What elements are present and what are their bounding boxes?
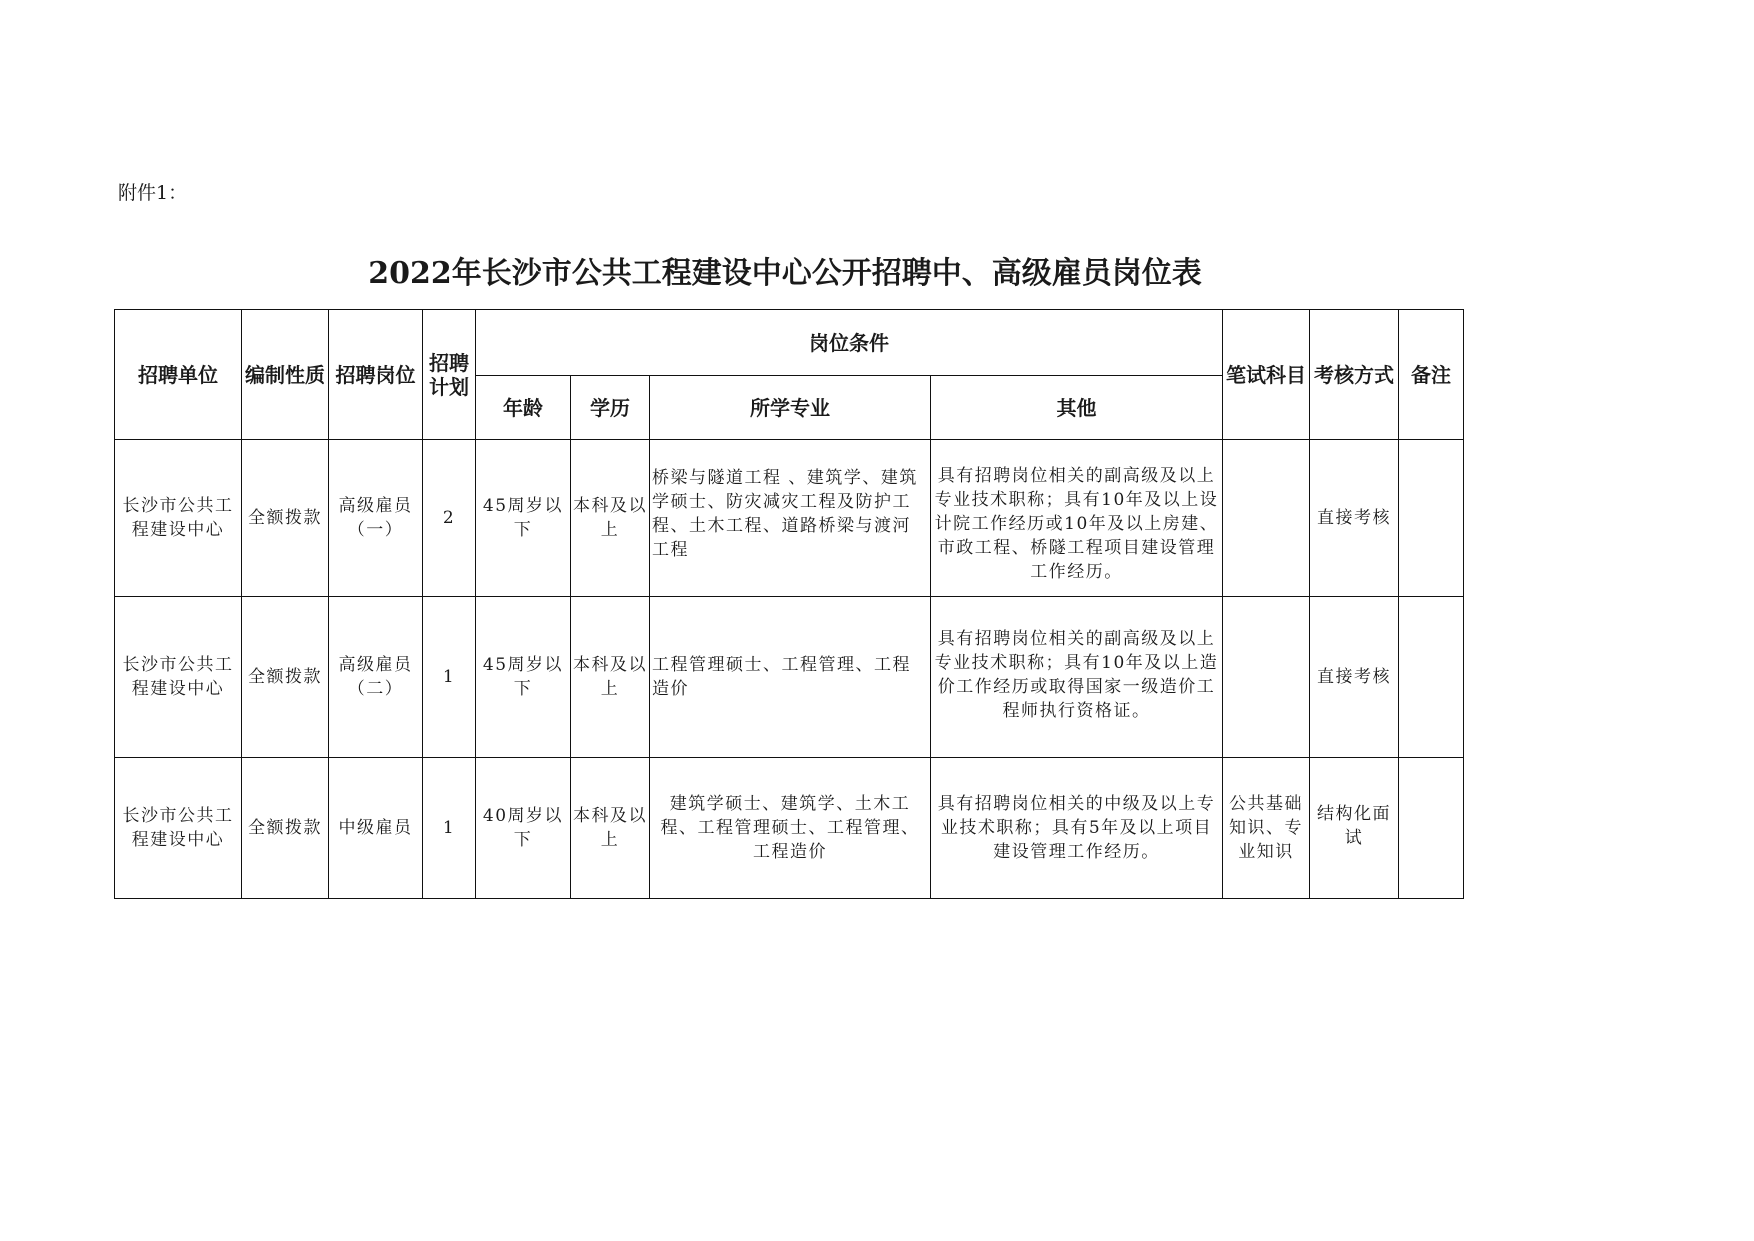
cell-exam: 公共基础知识、专业知识: [1223, 758, 1310, 899]
header-plan: 招聘计划: [423, 310, 476, 440]
header-assessment: 考核方式: [1310, 310, 1399, 440]
cell-age: 45周岁以下: [476, 440, 571, 597]
header-exam: 笔试科目: [1223, 310, 1310, 440]
header-position: 招聘岗位: [329, 310, 423, 440]
header-conditions: 岗位条件: [476, 310, 1223, 376]
cell-exam: [1223, 597, 1310, 758]
cell-age: 40周岁以下: [476, 758, 571, 899]
document-title: 2022年长沙市公共工程建设中心公开招聘中、高级雇员岗位表: [368, 256, 1202, 291]
cell-position: 中级雇员: [329, 758, 423, 899]
header-age: 年龄: [476, 376, 571, 440]
cell-other: 具有招聘岗位相关的中级及以上专业技术职称；具有5年及以上项目建设管理工作经历。: [931, 758, 1223, 899]
table-row: [115, 758, 1464, 899]
header-remarks: 备注: [1399, 310, 1464, 440]
cell-plan: 2: [423, 440, 476, 597]
cell-assessment: 直接考核: [1310, 597, 1399, 758]
recruitment-table: [114, 309, 1464, 899]
cell-staffing: 全额拨款: [242, 758, 329, 899]
table-row: [115, 440, 1464, 597]
cell-major: 桥梁与隧道工程 、建筑学、建筑学硕士、防灾减灾工程及防护工程、土木工程、道路桥梁与渡河工程: [650, 440, 931, 597]
cell-education: 本科及以上: [571, 758, 650, 899]
cell-assessment: 结构化面试: [1310, 758, 1399, 899]
cell-remarks: [1399, 597, 1464, 758]
cell-plan: 1: [423, 758, 476, 899]
cell-staffing: 全额拨款: [242, 597, 329, 758]
attachment-label: 附件1：: [118, 182, 188, 204]
cell-education: 本科及以上: [571, 440, 650, 597]
header-major: 所学专业: [650, 376, 931, 440]
header-staffing: 编制性质: [242, 310, 329, 440]
header-other: 其他: [931, 376, 1223, 440]
cell-other: 具有招聘岗位相关的副高级及以上专业技术职称；具有10年及以上造价工作经历或取得国家一级造价工程师执行资格证。: [931, 597, 1223, 758]
cell-education: 本科及以上: [571, 597, 650, 758]
cell-other: 具有招聘岗位相关的副高级及以上专业技术职称；具有10年及以上设计院工作经历或10年及以上房建、市政工程、桥隧工程项目建设管理工作经历。: [931, 440, 1223, 597]
cell-plan: 1: [423, 597, 476, 758]
cell-staffing: 全额拨款: [242, 440, 329, 597]
header-row-1: [115, 310, 1464, 376]
cell-unit: 长沙市公共工程建设中心: [115, 597, 242, 758]
cell-unit: 长沙市公共工程建设中心: [115, 758, 242, 899]
cell-exam: [1223, 440, 1310, 597]
cell-remarks: [1399, 440, 1464, 597]
cell-assessment: 直接考核: [1310, 440, 1399, 597]
cell-age: 45周岁以下: [476, 597, 571, 758]
table-row: [115, 597, 1464, 758]
cell-unit: 长沙市公共工程建设中心: [115, 440, 242, 597]
header-unit: 招聘单位: [115, 310, 242, 440]
cell-major: 建筑学硕士、建筑学、土木工程、工程管理硕士、工程管理、工程造价: [650, 758, 931, 899]
cell-remarks: [1399, 758, 1464, 899]
header-education: 学历: [571, 376, 650, 440]
cell-position: 高级雇员（二）: [329, 597, 423, 758]
cell-major: 工程管理硕士、工程管理、工程造价: [650, 597, 931, 758]
cell-position: 高级雇员（一）: [329, 440, 423, 597]
